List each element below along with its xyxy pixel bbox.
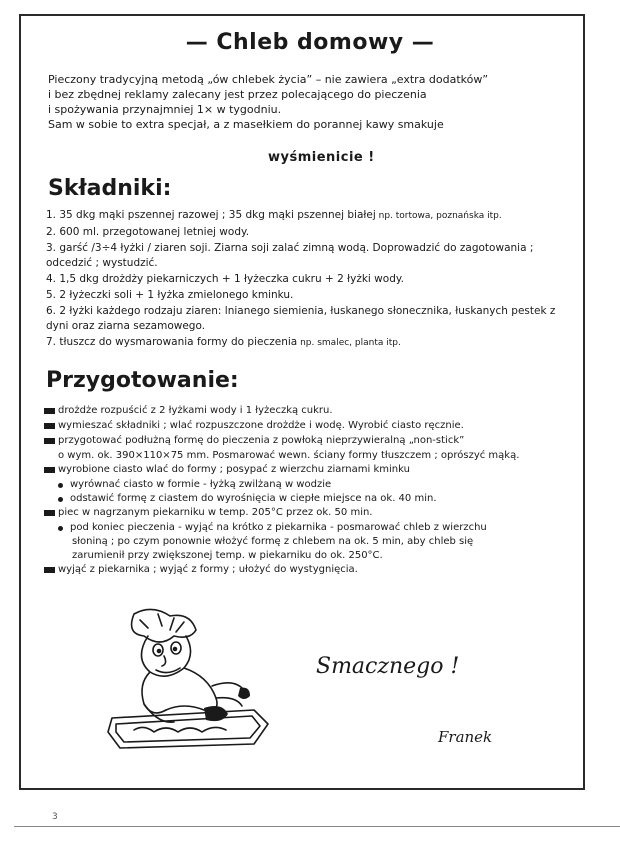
step-item: wyrobione ciasto wlać do formy ; posypać z wierzchu ziarnami kminku <box>44 463 579 477</box>
sub-step: odstawić formę z ciastem do wyrośnięcia w ciepłe miejsce na ok. 40 min. <box>44 492 579 506</box>
ingredient-item: 3. garść /3÷4 łyżki / ziaren soji. Ziarna soji zalać zimną wodą. Doprowadzić do zagotowania ; odcedzić ; wystudzić. <box>46 242 534 269</box>
intro-line: Pieczony tradycyjną metodą „ów chlebek życia” – nie zawiera „extra dodatków” <box>48 73 489 86</box>
intro-emphasis: wyśmienicie ! <box>268 150 375 165</box>
intro-line: i spożywania przynajmniej 1× w tygodniu. <box>48 103 282 116</box>
bullet-square-icon <box>44 510 55 516</box>
bullet-dot-icon <box>58 497 63 502</box>
bullet-square-icon <box>44 408 55 414</box>
step-item: drożdże rozpuścić z 2 łyżkami wody i 1 łyżeczką cukru. <box>44 404 579 418</box>
preparation-heading: Przygotowanie: <box>46 368 239 393</box>
ingredient-item: 7. tłuszcz do wysmarowania formy do pieczenia np. smalec, planta itp. <box>46 336 401 348</box>
bullet-square-icon <box>44 423 55 429</box>
ingredient-item: 1. 35 dkg mąki pszennej razowej ; 35 dkg mąki pszennej białej np. tortowa, poznańska itp. <box>46 209 502 221</box>
ingredient-item: 6. 2 łyżki każdego rodzaju ziaren: lnianego siemienia, łuskanego słonecznika, łuskanych pestek z dyni oraz ziarna sezamowego. <box>46 305 556 332</box>
ingredient-item: 4. 1,5 dkg drożdży piekarniczych + 1 łyżeczka cukru + 2 łyżki wody. <box>46 273 404 285</box>
ingredient-item: 2. 600 ml. przegotowanej letniej wody. <box>46 226 250 238</box>
bullet-dot-icon <box>58 526 63 531</box>
ingredients-heading: Składniki: <box>48 176 172 201</box>
sub-step: pod koniec pieczenia - wyjąć na krótko z piekarnika - posmarować chleb z wierzchu <box>44 521 579 535</box>
preparation-steps <box>44 404 579 578</box>
step-continuation: zarumienił przy zwiększonej temp. w piekarniku do ok. 250°C. <box>72 550 383 561</box>
baker-illustration <box>104 606 284 756</box>
intro-line: Sam w sobie to extra specjał, a z masełkiem do porannej kawy smakuje <box>48 118 444 131</box>
bullet-square-icon <box>44 567 55 573</box>
sub-step: wyrównać ciasto w formie - łyżką zwilżaną w wodzie <box>44 478 579 492</box>
page-edge-divider <box>14 826 620 827</box>
step-continuation: słoniną ; po czym ponownie włożyć formę z chlebem na ok. 5 min, aby chleb się <box>72 536 474 547</box>
bullet-square-icon <box>44 467 55 473</box>
step-continuation: o wym. ok. 390×110×75 mm. Posmarować wewn. ściany formy tłuszczem ; oprószyć mąką. <box>58 450 520 461</box>
bullet-square-icon <box>44 438 55 444</box>
bullet-dot-icon <box>58 483 63 488</box>
step-item: wyjąć z piekarnika ; wyjąć z formy ; ułożyć do wystygnięcia. <box>44 563 579 577</box>
step-item: wymieszać składniki ; wlać rozpuszczone drożdże i wodę. Wyrobić ciasto ręcznie. <box>44 419 579 433</box>
page-number: 3 <box>52 812 58 822</box>
intro-paragraph <box>48 72 558 132</box>
ingredient-item: 5. 2 łyżeczki soli + 1 łyżka zmielonego kminku. <box>46 289 294 301</box>
ingredients-list <box>46 208 576 352</box>
intro-line: i bez zbędnej reklamy zalecany jest przez polecającego do pieczenia <box>48 88 427 101</box>
step-item: piec w nagrzanym piekarniku w temp. 205°C przez ok. 50 min. <box>44 506 579 520</box>
author-signature: Franek <box>438 728 493 746</box>
closing-greeting: Smacznego ! <box>316 654 460 679</box>
step-item: przygotować podłużną formę do pieczenia z powłoką nieprzywieralną „non-stick” <box>44 434 579 448</box>
page-title: — Chleb domowy — <box>185 30 435 55</box>
